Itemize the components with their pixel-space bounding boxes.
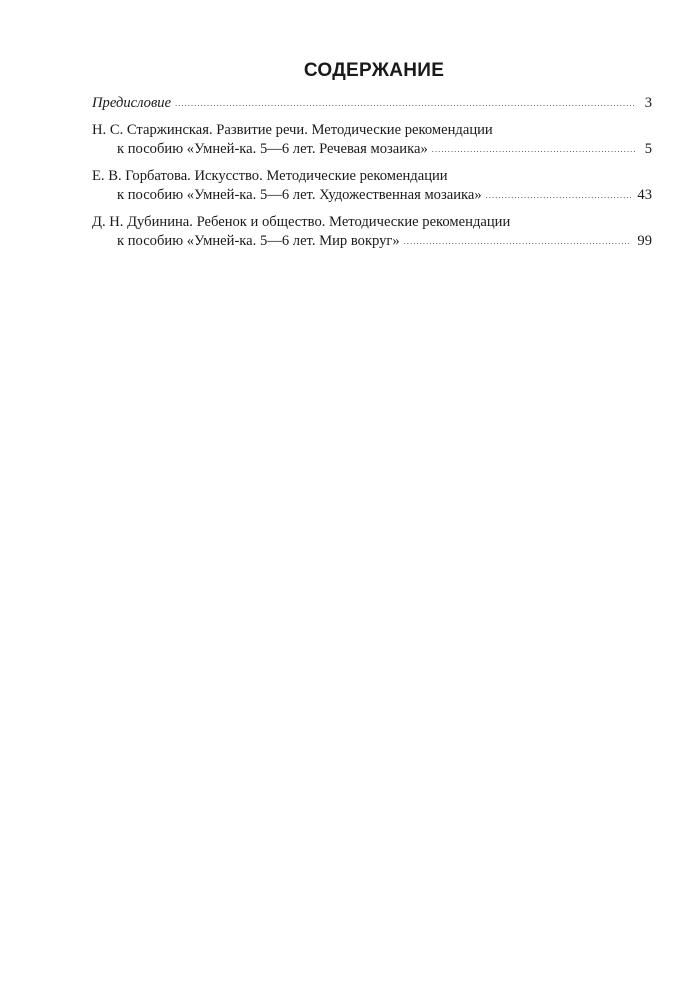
toc-entry-title: Е. В. Горбатова. Искусство. Методические рекомендации [92,168,448,184]
dot-leader [175,94,636,113]
toc-entry-title: Д. Н. Дубинина. Ребенок и общество. Методические рекомендации [92,214,511,230]
toc-entry-preface[interactable] [92,94,652,114]
toc-entry-society[interactable] [92,213,652,252]
toc-entry-speech[interactable] [92,121,652,160]
toc-entry-art[interactable] [92,167,652,206]
toc-entry-row [92,94,652,114]
toc-entry-title: Н. С. Старжинская. Развитие речи. Методические рекомендации [92,122,493,138]
toc-entry-page: 5 [644,141,652,157]
dot-leader [404,232,632,251]
toc-entry-subtitle: к пособию «Умней-ка. 5—6 лет. Речевая мозаика» [117,141,428,157]
toc-entry-page: 3 [644,95,652,111]
toc-entry-row [92,140,652,160]
toc-entry-page: 43 [637,187,652,203]
toc-entry-title: Предисловие [92,95,172,111]
toc-page [92,60,652,259]
toc-title: СОДЕРЖАНИЕ [303,60,445,81]
toc-entry-page: 99 [637,233,652,249]
toc-entry-row [92,186,652,206]
toc-entry-subtitle: к пособию «Умней-ка. 5—6 лет. Художественная мозаика» [117,187,482,203]
toc-list [92,94,652,252]
toc-entry-subtitle: к пособию «Умней-ка. 5—6 лет. Мир вокруг» [117,233,400,249]
toc-entry-row [92,232,652,252]
dot-leader [432,140,636,159]
dot-leader [486,186,632,205]
